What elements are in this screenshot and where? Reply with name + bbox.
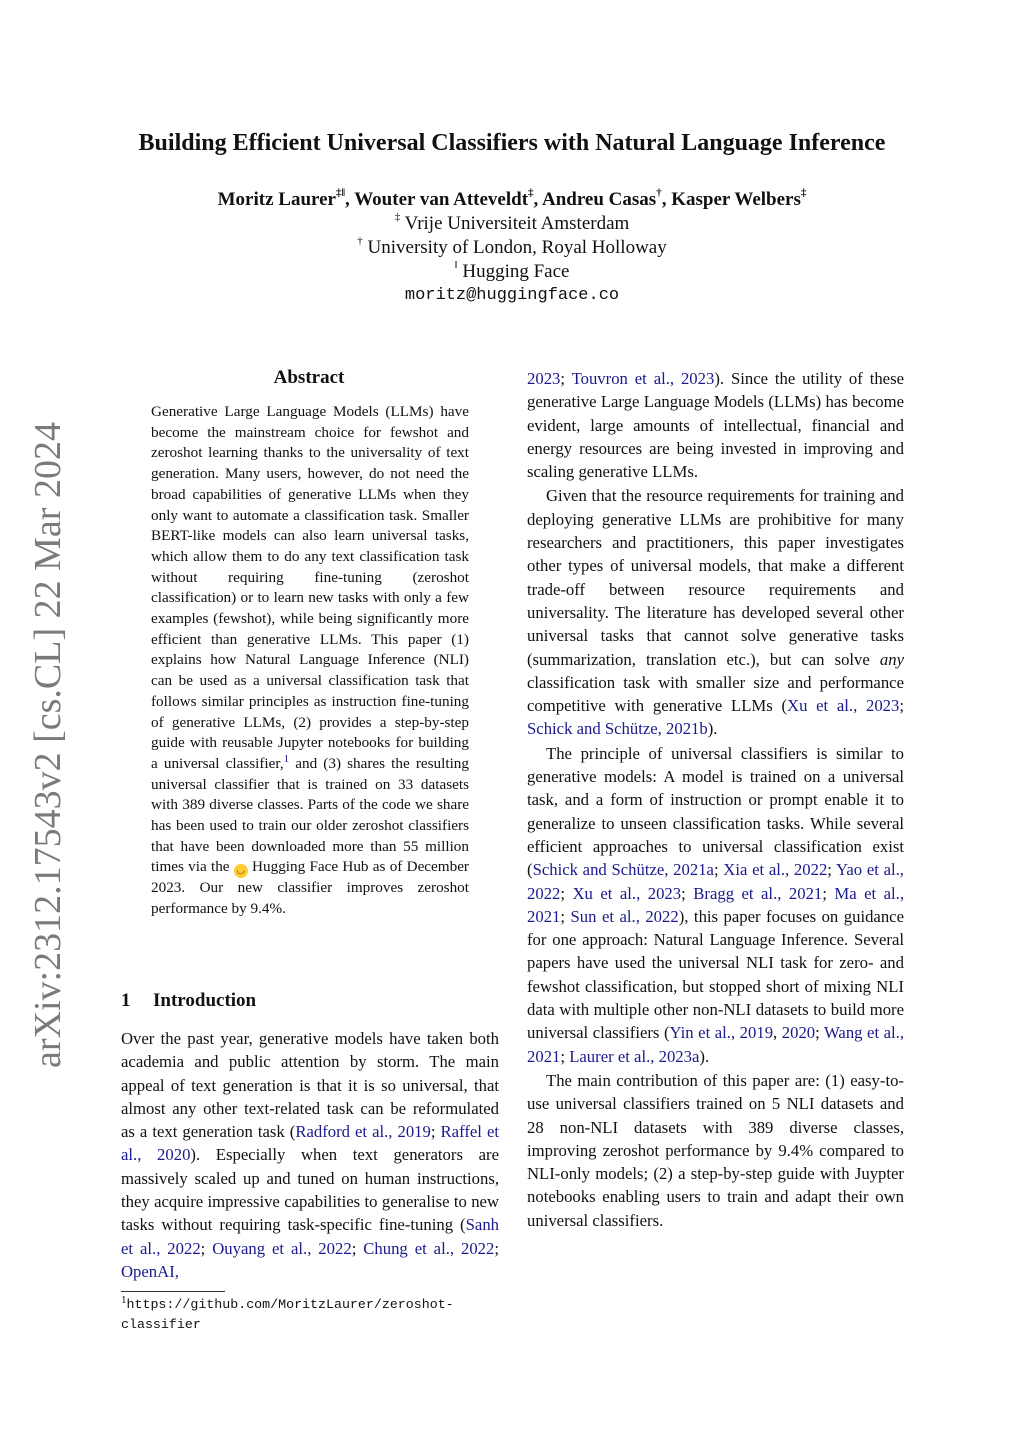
affiliation: ‖ Hugging Face	[454, 259, 570, 282]
citation-link[interactable]: Yao et al., 2022	[527, 860, 904, 903]
author-email: moritz@huggingface.co	[404, 286, 620, 305]
citation-link[interactable]: Xia et al., 2022	[723, 860, 828, 880]
hugging-face-emoji-icon: ◡	[234, 864, 248, 878]
citation-link[interactable]: 2023	[527, 369, 561, 388]
citation-link[interactable]: Touvron et al., 2023	[571, 369, 715, 388]
right-column	[527, 367, 904, 1232]
citation-link[interactable]: OpenAI,	[121, 1261, 179, 1281]
abstract-body: Generative Large Language Models (LLMs) have become the mainstream choice for fewshot and zeroshot learning thanks to the universality of text generation. Many users, however, do not need the broad capabilities of generative LLMs when they only want to automate a classification task. Smaller BERT-like models can also learn universal tasks, which allow them to do any text classification task without requiring fine-tuning (zeroshot classification) or to learn new tasks with only a few examples (fewshot), while being significantly more efficient than generative LLMs. This paper (1) explains how Natural Language Inference (NLI) can be used as a universal classification task that follows similar principles as instruction fine-tuning of generative LLMs, (2) provides a step-by-step guide with reusable Jupyter notebooks for building a universal classifier,$^1$ and (3) shares the resulting universal classifier that is trained on 33 datasets with 389 diverse classes. Parts of the code we share has been used to train our older zeroshot classifiers that have been downloaded more than 55 million times via the ◡ Hugging Face Hub as of December 2023. Our new classifier improves zeroshot performance by 9.4%.	[151, 403, 469, 918]
citation-link[interactable]: Radford et al., 2019	[295, 1122, 431, 1142]
citation-link[interactable]: Ouyang et al., 2022	[212, 1238, 352, 1258]
arxiv-id: arXiv:2312.17543v2 [cs.CL] 22 Mar 2024	[27, 422, 69, 1068]
citation-link[interactable]: Sanh et al., 2022	[121, 1215, 499, 1258]
paper-title: Building Efficient Universal Classifiers with Natural Language Inference	[138, 130, 886, 156]
affiliation: † University of London, Royal Holloway	[357, 235, 667, 258]
abstract-heading: Abstract	[273, 367, 345, 388]
footnote: $^1$https://github.com/MoritzLaurer/zeroshot-classifier	[121, 1294, 454, 1332]
intro-paragraph: Over the past year, generative models have taken both academia and public attention by storm. The main appeal of text generation is that it is so universal, that almost any other text-related task can be reformulated as a text generation task (Radford et al., 2019; Raffel et al., 2020). Especially when text generators are massively scaled up and tuned on human instructions, they acquire impressive capabilities to generalise to new tasks without requiring task-specific fine-tuning (Sanh et al., 2022; Ouyang et al., 2022; Chung et al., 2022; OpenAI,	[121, 1029, 500, 1281]
footnote-url[interactable]: https://github.com/MoritzLaurer/zeroshot-classifier	[121, 1297, 454, 1332]
paragraph: 2023; Touvron et al., 2023). Since the utility of these generative Large Language Models (LLMs) has become evident, large amounts of intellectual, financial and energy resources are being invested in improving and scaling generative LLMs.	[527, 369, 904, 482]
author-block	[0, 188, 1024, 308]
citation-link[interactable]: Chung et al., 2022	[363, 1238, 495, 1258]
citation-link[interactable]: Ma et al., 2021	[527, 883, 905, 926]
citation-link[interactable]: Schick and Schütze, 2021b	[527, 719, 708, 739]
citation-link[interactable]: 2020	[781, 1023, 816, 1043]
citation-link[interactable]: Wang et al., 2021	[527, 1023, 905, 1066]
citation-link[interactable]: Bragg et al., 2021	[693, 883, 823, 903]
paragraph: Given that the resource requirements for training and deploying generative LLMs are prohibitive for many researchers and practitioners, this paper investigates other types of universal models, that make a different trade-off between resource requirements and universality. The literature has developed several other universal tasks that cannot solve generative tasks (summarization, translation etc.), but can solve any classification task with smaller size and performance competitive with generative LLMs (Xu et al., 2023; Schick and Schütze, 2021b).	[527, 486, 904, 739]
footnote-ref[interactable]: 1	[283, 752, 290, 765]
citation-link[interactable]: Yin et al., 2019	[669, 1023, 774, 1043]
citation-link[interactable]: Schick and Schütze, 2021a	[532, 860, 714, 880]
paragraph: The main contribution of this paper are: (1) easy-to-use universal classifiers trained on 5 NLI datasets and 28 non-NLI datasets with 389 diverse classes, improving zeroshot performance by 9.4% compared to NLI-only models; (2) a step-by-step guide with Juypter notebooks enabling users to train and adapt their own universal classifiers.	[527, 1070, 904, 1230]
author-list: Moritz Laurer‡‖, Wouter van Atteveldt‡, Andreu Casas†, Kasper Welbers‡	[217, 187, 807, 210]
citation-link[interactable]: Xu et al., 2023	[572, 883, 682, 903]
citation-link[interactable]: Xu et al., 2023	[787, 696, 900, 716]
affiliation: ‡ Vrije Universiteit Amsterdam	[394, 211, 630, 234]
section-heading: 1 Introduction	[121, 990, 257, 1011]
footnote-rule	[121, 1291, 225, 1292]
citation-link[interactable]: Raffel et al., 2020	[121, 1122, 500, 1165]
paragraph: The principle of universal classifiers is similar to generative models: A model is trained on a universal task, and a form of instruction or prompt enable it to generalize to unseen classification tasks. While several efficient approaches to universal classification exist (Schick and Schütze, 2021a; Xia et al., 2022; Yao et al., 2022; Xu et al., 2023; Bragg et al., 2021; Ma et al., 2021; Sun et al., 2022), this paper focuses on guidance for one approach: Natural Language Inference. Several papers have used the universal NLI task for zero- and fewshot classification, but stopped short of mixing NLI data with multiple other non-NLI datasets to build more universal classifiers (Yin et al., 2019, 2020; Wang et al., 2021; Laurer et al., 2023a).	[527, 743, 905, 1066]
citation-link[interactable]: Laurer et al., 2023a	[569, 1046, 700, 1066]
citation-link[interactable]: Sun et al., 2022	[570, 906, 679, 926]
